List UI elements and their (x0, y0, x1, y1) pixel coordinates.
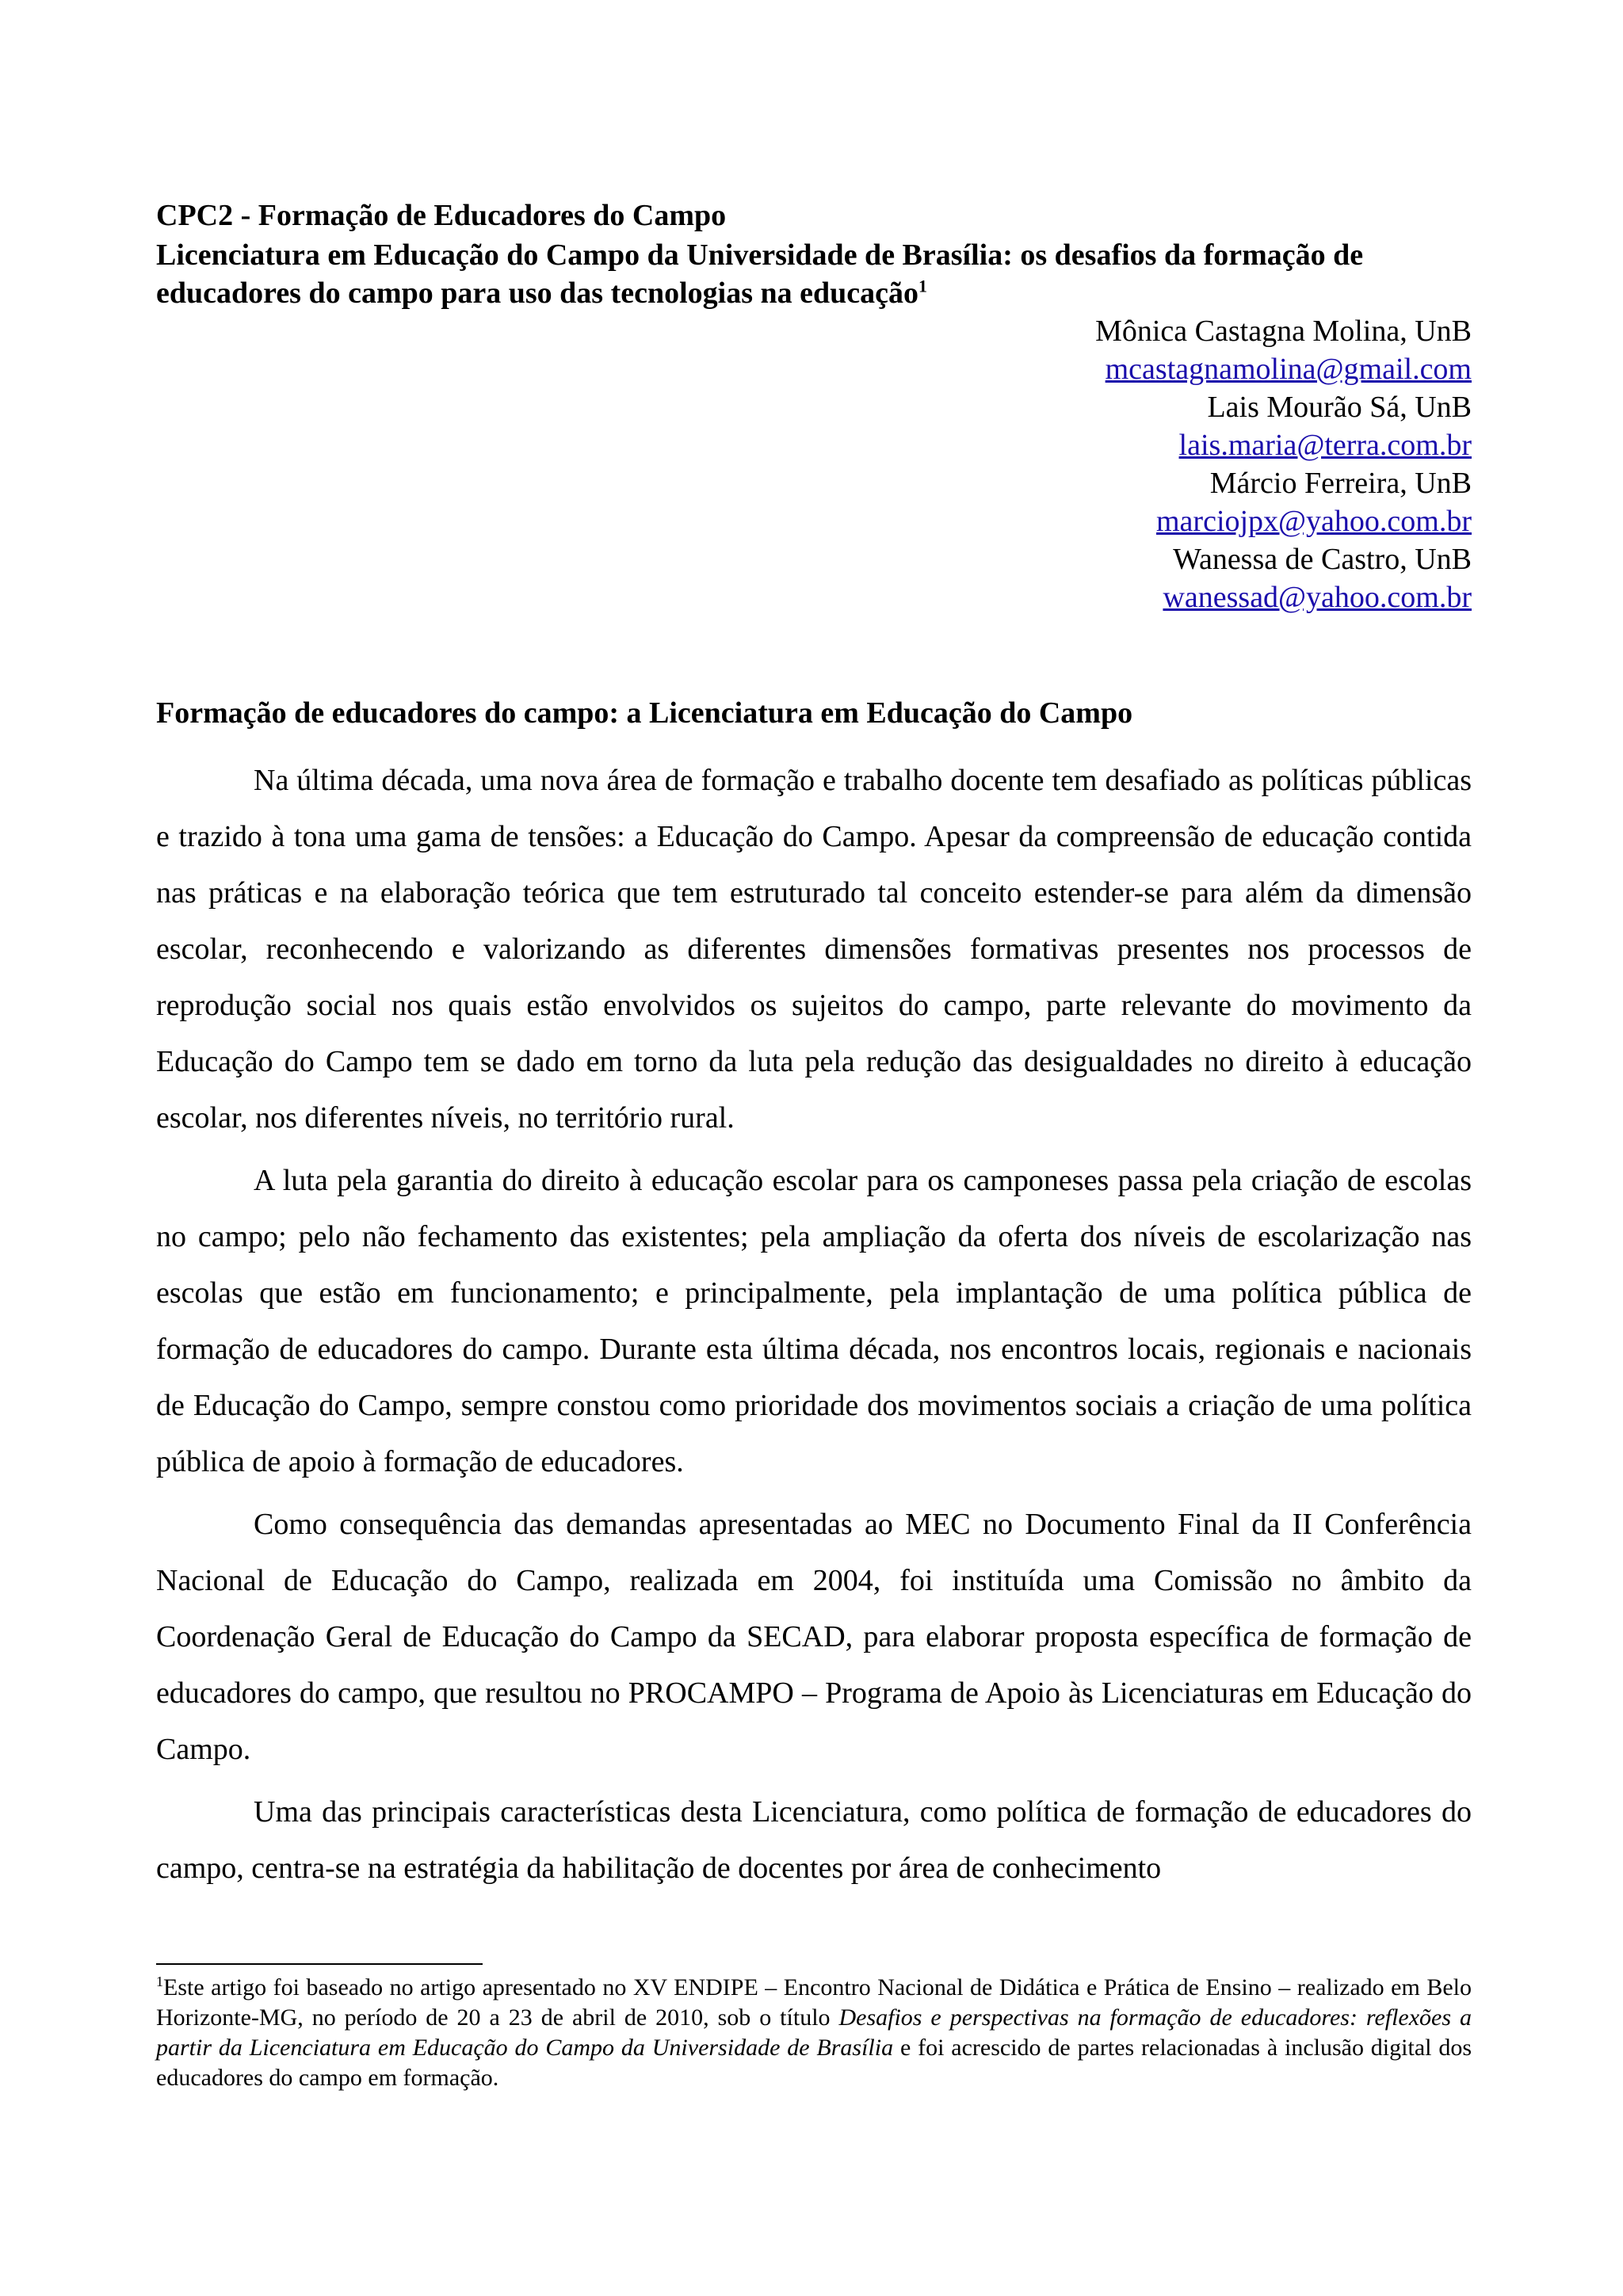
author-email-link[interactable]: wanessad@yahoo.com.br (1163, 581, 1472, 614)
footnote-text-end: e foi acrescido de partes relacionadas à inclusão digital dos educadores do campo em formação. (156, 2035, 1472, 2091)
author-email-link[interactable]: lais.maria@terra.com.br (1178, 429, 1472, 462)
body-paragraph: Como consequência das demandas apresentadas ao MEC no Documento Final da II Conferência Nacional de Educação do Campo, realizada em 2004, foi instituída uma Comissão no âmbito da Coordenação Geral de Educação do Campo da SECAD, para elaborar proposta específica de formação de educadores do campo, que resultou no PROCAMPO – Programa de Apoio às Licenciaturas em Educação do Campo. (156, 1508, 1472, 1766)
author-email-link[interactable]: marciojpx@yahoo.com.br (1156, 505, 1472, 538)
footnote-cited-title: Desafios e perspectivas na formação de educadores: reflexões a partir da Licenciatura em Educação do Campo da Universidade de Brasília (156, 2004, 1472, 2061)
title-footnote-marker[interactable]: 1 (918, 276, 928, 296)
footnote-marker: 1 (156, 1974, 163, 1989)
author-email-link[interactable]: mcastagnamolina@gmail.com (1105, 353, 1472, 386)
footnote (156, 1973, 1472, 2093)
author-name: Márcio Ferreira, UnB (1209, 467, 1472, 500)
section-code: CPC2 - Formação de Educadores do Campo (156, 199, 727, 232)
body-paragraph: Na última década, uma nova área de formação e trabalho docente tem desafiado as políticas públicas e trazido à tona uma gama de tensões: a Educação do Campo. Apesar da compreensão de educação contida nas práticas e na elaboração teórica que tem estruturado tal conceito estender-se para além da dimensão escolar, reconhecendo e valorizando as diferentes dimensões formativas presentes nos processos de reprodução social nos quais estão envolvidos os sujeitos do campo, parte relevante do movimento da Educação do Campo tem se dado em torno da luta pela redução das desigualdades no direito à educação escolar, nos diferentes níveis, no território rural. (156, 764, 1472, 1135)
author-name: Mônica Castagna Molina, UnB (1095, 315, 1472, 348)
paper-title (156, 236, 1472, 312)
section-heading: Formação de educadores do campo: a Licenciatura em Educação do Campo (156, 696, 1133, 730)
body-paragraph: Uma das principais características desta Licenciatura, como política de formação de educadores do campo, centra-se na estratégia da habilitação de docentes por área de conhecimento (156, 1795, 1472, 1885)
footnote-text: Este artigo foi baseado no artigo apresentado no XV ENDIPE – Encontro Nacional de Didática e Prática de Ensino – realizado em Belo Horizonte-MG, no período de 20 a 23 de abril de 2010, sob o título (156, 1974, 1472, 2031)
paper-title-text: Licenciatura em Educação do Campo da Universidade de Brasília: os desafios da formação de educadores do campo para uso das tecnologias na educação (156, 238, 1364, 310)
author-name: Wanessa de Castro, UnB (1173, 543, 1472, 576)
paper-header (156, 196, 1472, 616)
author-list (156, 312, 1472, 616)
body-paragraph: A luta pela garantia do direito à educação escolar para os camponeses passa pela criação de escolas no campo; pelo não fechamento das existentes; pela ampliação da oferta dos níveis de escolarização nas escolas que estão em funcionamento; e principalmente, pela implantação de uma política pública de formação de educadores do campo. Durante esta última década, nos encontros locais, regionais e nacionais de Educação do Campo, sempre constou como prioridade dos movimentos sociais a criação de uma política pública de apoio à formação de educadores. (156, 1164, 1472, 1478)
footnote-divider (156, 1963, 483, 1965)
author-name: Lais Mourão Sá, UnB (1207, 391, 1472, 424)
body-text (156, 753, 1472, 1903)
